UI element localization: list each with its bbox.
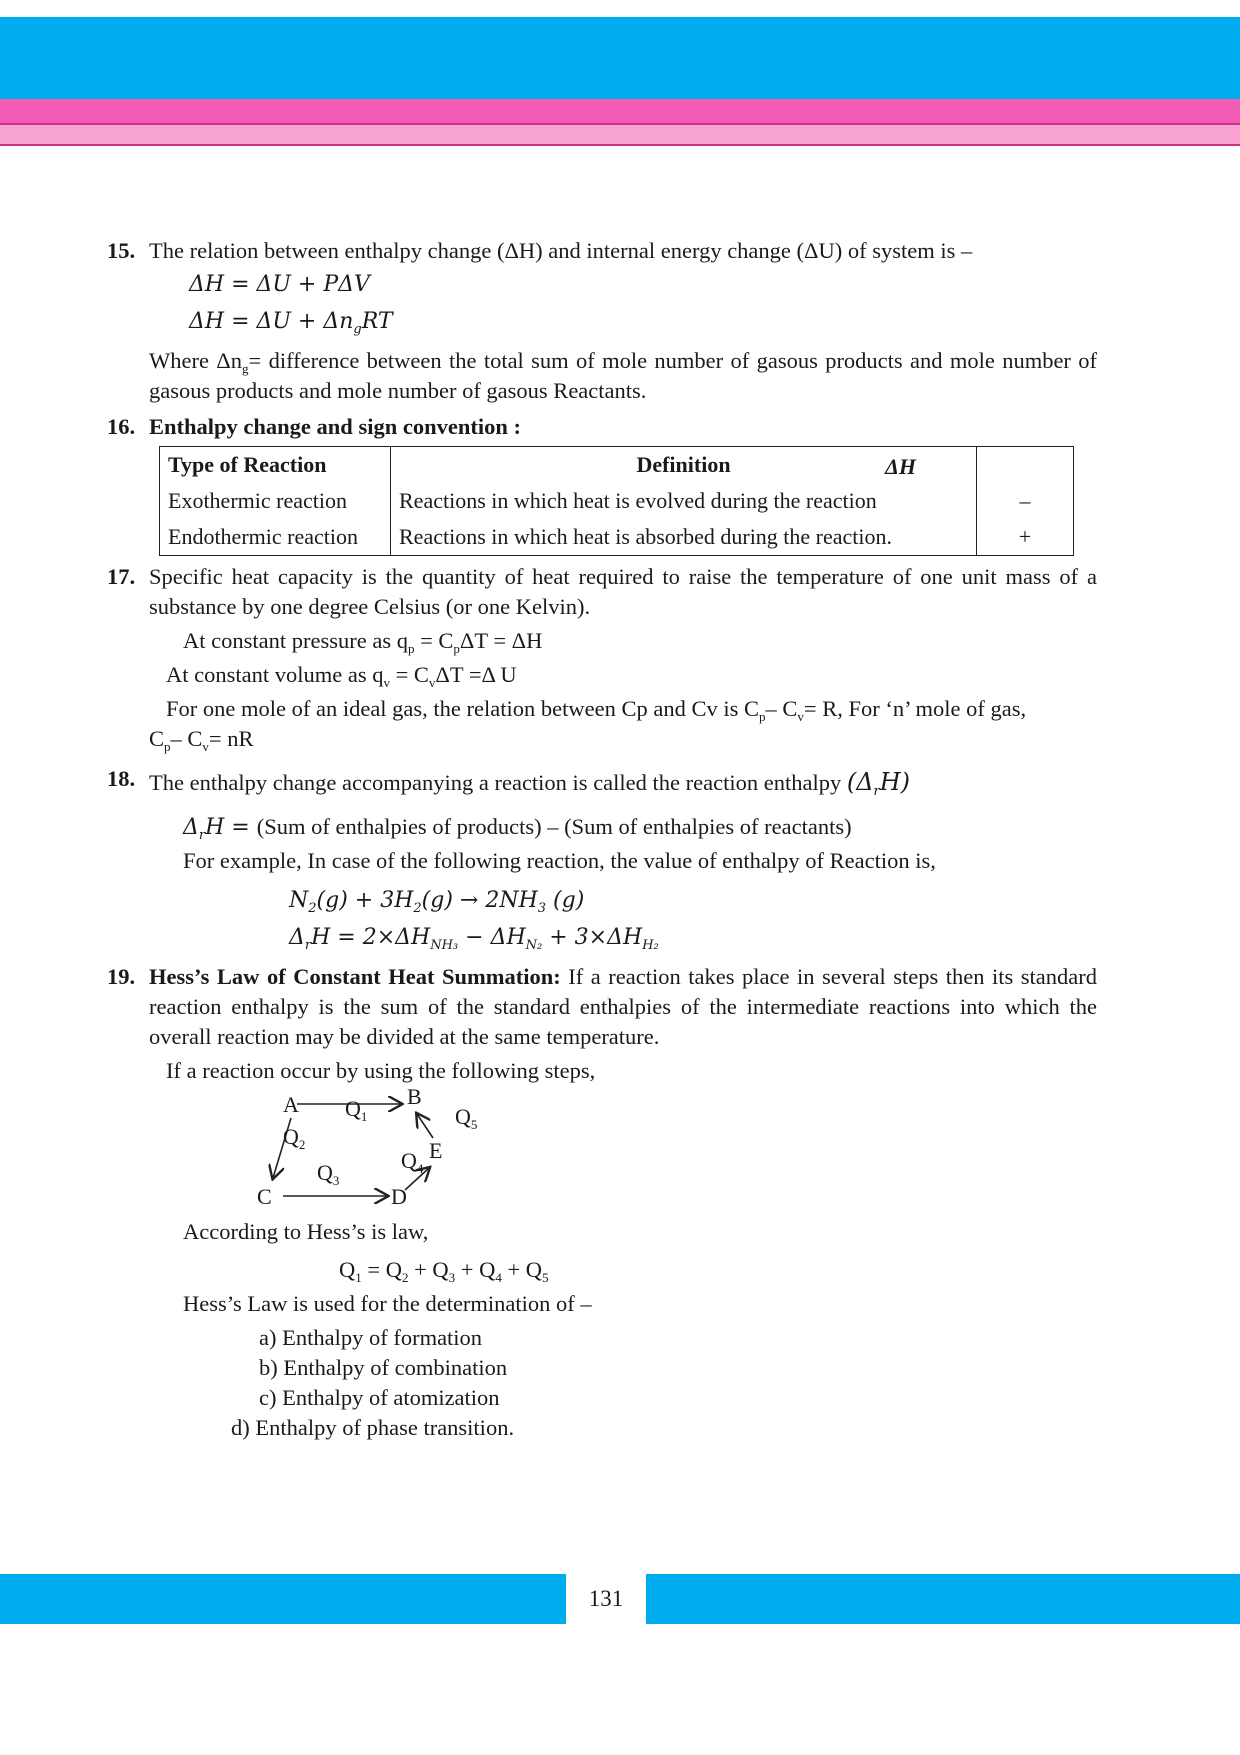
item-16 (107, 412, 1097, 556)
node-d: D (391, 1184, 407, 1209)
sign-convention-table (159, 446, 1074, 556)
table-header: Definition ΔH (391, 447, 977, 484)
label-q2: $Q_2$ (283, 1124, 306, 1152)
list-item: a) Enthalpy of formation (259, 1325, 483, 1350)
arrow-e-to-b (417, 1114, 433, 1138)
table-cell: + (977, 519, 1074, 556)
list-item: b) Enthalpy of combination (259, 1355, 508, 1380)
header-banner-light-pink (0, 125, 1240, 144)
table-cell: Exothermic reaction (160, 483, 391, 519)
item-number: 16. (107, 414, 136, 439)
ideal-gas-line: For one mole of an ideal gas, the relation between Cp and Cv is $C_p-$ $C_v= R$, For ‘n’ mole of gas, (166, 696, 1027, 724)
table-header-row (160, 447, 1074, 484)
label-q1: $Q_1$ (345, 1096, 368, 1124)
hess-cycle-diagram (257, 1086, 517, 1211)
label-q4: $Q_4$ (401, 1148, 424, 1176)
item-17 (107, 562, 1097, 754)
page-content (107, 236, 1097, 1449)
item-16-heading: Enthalpy change and sign convention : (149, 414, 521, 439)
according-line: According to Hess’s is law, (183, 1219, 429, 1244)
table-header-empty (977, 447, 1074, 484)
reaction-enthalpy-definition: $\Delta_rH = (Sum$ of enthalpies of products) – (Sum of enthalpies of reactants) (183, 814, 852, 843)
equation-dh-dng: $\Delta H = \Delta U + \Delta n_gRT$ (189, 309, 393, 337)
example-intro: For example, In case of the following reaction, the value of enthalpy of Reaction is, (183, 848, 936, 873)
list-item: d) Enthalpy of phase transition. (231, 1415, 515, 1440)
node-a: A (283, 1092, 299, 1117)
table-cell: Reactions in which heat is absorbed during the reaction. (399, 524, 893, 549)
where-definition: Where $\Delta n_g=$ difference between the total sum of mole number of gasous products and mole number of gasous products and mole number of gasous Reactants. (149, 348, 1098, 403)
table-row (160, 519, 1074, 556)
node-e: E (429, 1138, 443, 1163)
hess-law-equation: $Q_1 = Q_2 + Q_3 + Q_4 + Q_5$ (339, 1257, 549, 1285)
header-banner-blue (0, 17, 1240, 99)
constant-volume-line: At constant volume as $q_v = C_v\Delta T =\Delta$ U (166, 662, 517, 690)
label-q3: $Q_3$ (317, 1160, 340, 1188)
table-cell: Endothermic reaction (160, 519, 391, 556)
table-cell: Reactions in which heat is evolved during the reaction (399, 488, 877, 513)
item-number: 19. (107, 964, 136, 989)
uses-list (231, 1323, 1097, 1443)
table-header: Type of Reaction (160, 447, 391, 484)
page-number: 131 (588, 1586, 624, 1611)
delta-h-header: ΔH (885, 454, 916, 479)
used-for-line: Hess’s Law is used for the determination of – (183, 1291, 592, 1316)
item-19-text: Hess’s Law of Constant Heat Summation: If a reaction takes place in several steps then its standard reaction enthalpy is the sum of the standard enthalpies of the intermediate reactions into which the overall reaction may be divided at the same temperature. (149, 964, 1097, 1049)
item-15 (107, 236, 1097, 406)
equation-dh-pdv: ΔH = ΔU + PΔV (189, 272, 370, 297)
steps-intro: If a reaction occur by using the following steps, (166, 1058, 596, 1083)
table-cell: – (977, 483, 1074, 519)
list-item: c) Enthalpy of atomization (259, 1385, 500, 1410)
item-15-intro: The relation between enthalpy change (ΔH) and internal energy change (ΔU) of system is – (149, 238, 973, 263)
node-b: B (407, 1084, 422, 1109)
footer-band-right (646, 1574, 1240, 1624)
item-18-text: The enthalpy change accompanying a reaction is called the reaction enthalpy $(\Delta_rH)$ (149, 768, 911, 799)
reaction-equation: $N_2(g) + 3H_2(g) \to 2NH_3$ (g) (289, 888, 585, 916)
item-19 (107, 962, 1097, 1443)
item-18 (107, 764, 1097, 956)
n-mole-line: $C_p-$ $C_v=$ nR (149, 726, 254, 754)
item-number: 17. (107, 564, 136, 589)
item-number: 18. (107, 766, 136, 791)
enthalpy-calculation: $\Delta_rH = 2\times\Delta H_{NH_3} - \Delta H_{N_2} + 3\times\Delta H_{H_2}$ (289, 925, 659, 953)
header-banner-pink (0, 99, 1240, 123)
label-q5: $Q_5$ (455, 1104, 478, 1132)
table-row (160, 483, 1074, 519)
constant-pressure-line: At constant pressure as $q_p = C_p\Delta T = \Delta H$ (183, 628, 543, 656)
footer-band-left (0, 1574, 566, 1624)
item-17-text: Specific heat capacity is the quantity of heat required to raise the temperature of one unit mass of a substance by one degree Celsius (or one Kelvin). (149, 564, 1097, 619)
node-c: C (257, 1184, 272, 1209)
header-rule (0, 144, 1240, 146)
item-number: 15. (107, 238, 136, 263)
